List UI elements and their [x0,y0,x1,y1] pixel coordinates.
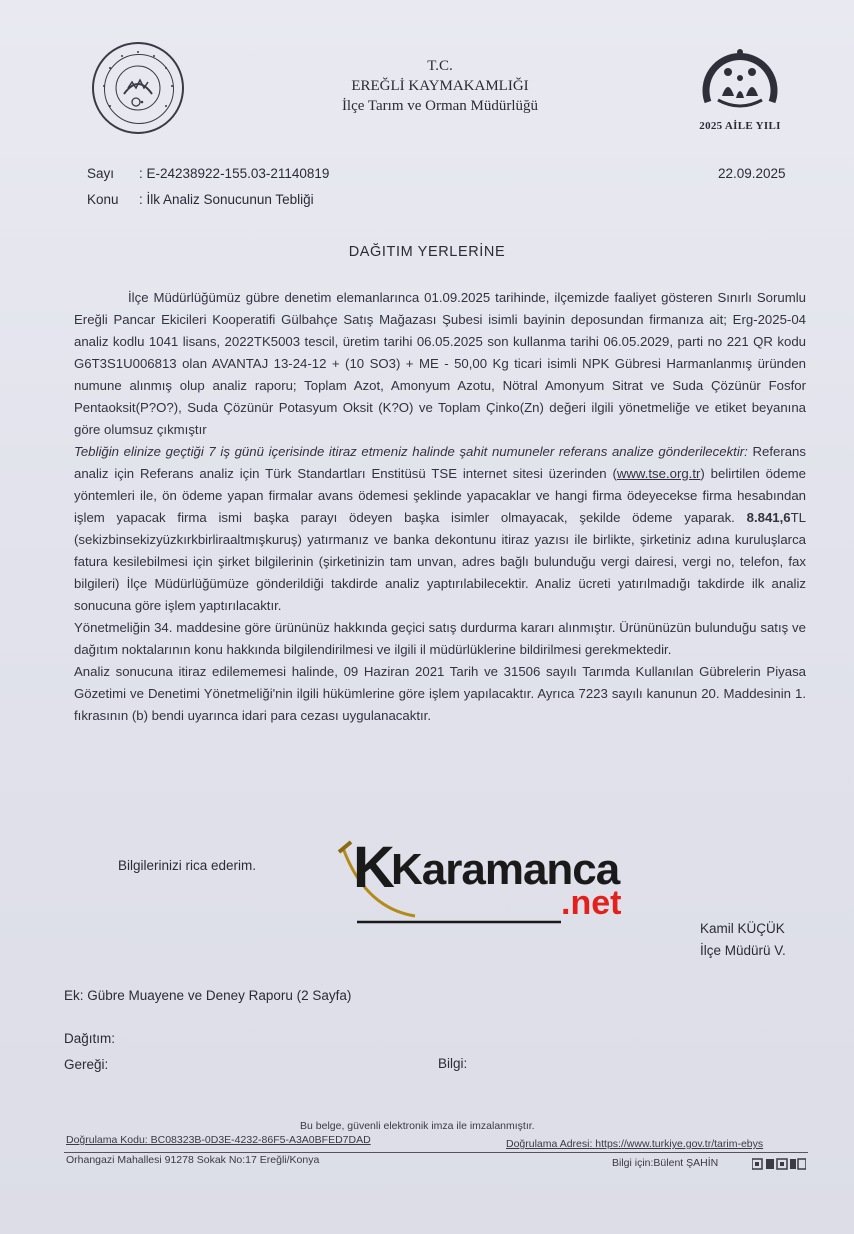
watermark-k: K [353,835,395,900]
family-emblem-icon [690,38,790,122]
geregi-label: Gereği: [64,1057,109,1072]
signatory-name: Kamil KÜÇÜK [700,921,785,936]
karamanca-watermark [335,835,635,928]
watermark-text: Karamanca [391,845,620,894]
verification-code: Doğrulama Kodu: BC08323B-0D3E-4232-86F5-A3A0BFED7DAD [66,1134,371,1146]
signatory-title: İlçe Müdürü V. [700,943,786,958]
body-paragraph-3: Yönetmeliğin 34. maddesine göre ürününüz hakkında geçici satış durdurma kararı alınmıştır. Ürününüzün bulunduğu satış ve dağıtım noktalarının konu hakkında bilgilendirilmesi ve ilgili il müdürlüklerine bildirilmesi gerekmektedir. [74,620,806,657]
sayi-value: : E-24238922-155.03-21140819 [139,166,330,181]
institution-address: Orhangazi Mahallesi 91278 Sokak No:17 Ereğli/Konya [66,1154,320,1166]
body-paragraph-2b: ) belirtilen ödeme yöntemleri ile, ön ödeme yapan firmalar avans ödemesi şeklinde yapacaklar ve hangi firma ödeyecekse firma hesabından işlem yapacak firma ismi başka parayı ödeyen başka isimler olmayacak, şekilde ödeme yaparak. [74,466,806,525]
sayi-label: Sayı [87,166,115,181]
body-paragraph-2 [74,441,806,617]
body-paragraph-2c: TL (sekizbinsekizyüzkırkbirliraaltmışkuruş) yatırmanız ve banka dekontunu itiraz yazısı ile birlikte, şirketiniz adına kuruluşlarca fatura kesilebilmesi için şirket bilgilerinin (şirketinizin tam unvan, adres bağlı bulunduğu vergi dairesi, vergi no, telefon, fax bilgileri) İlçe Müdürlüğümüze gönderildiği takdirde analiz yaptırılabilecektir. Analiz ücreti yatırılmadığı takdirde ilk analiz sonucuna göre işlem yaptırılacaktır. [74,510,806,613]
konu-value: : İlk Analiz Sonucunun Tebliği [139,192,314,207]
family-year-logo [690,38,790,138]
objection-notice: Tebliğin elinize geçtiği 7 iş günü içerisinde itiraz etmeniz halinde şahit numuneler referans analize gönderilecektir: [74,444,748,459]
sayi-row [87,166,329,181]
document-date: 22.09.2025 [718,166,786,181]
header-institution: EREĞLİ KAYMAKAMLIĞI [351,78,529,94]
family-year-caption: 2025 AİLE YILI [699,120,781,132]
ministry-seal-logo [92,42,184,134]
body-paragraph-1: İlçe Müdürlüğümüz gübre denetim elemanlarınca 01.09.2025 tarihinde, ilçemizde faaliyet gösteren Sınırlı Sorumlu Ereğli Pancar Ekicileri Kooperatifi Gülbahçe Satış Mağazası Şubesi isimli bayinin deposundan firmanıza ait; Erg-2025-04 analiz kodlu 1041 lisans, 2022TK5003 tescil, üretim tarihi 06.05.2025 son kullanma tarihi 06.05.2029, parti no 221 QR kodu G6T3S1U006813 olan AVANTAJ 13-24-12 + (10 SO3) + ME - 50,00 Kg ticari isimli NPK Gübresi Harmanlanmış üründen numune alınmış olup analiz raporu; Toplam Azot, Amonyum Azotu, Nötral Amonyum Sitrat ve Suda Çözünür Fosfor Pentaoksit(P?O?), Suda Çözünür Potasyum Oksit (K?O) ve Toplam Çinko(Zn) değeri ilgili yönetmeliğe ve etiket beyanına göre olumsuz çıkmıştır [74,290,806,437]
header-tc: T.C. [427,58,453,74]
header-department: İlçe Tarım ve Orman Müdürlüğü [341,98,539,114]
fee-amount: 8.841,6 [746,510,791,525]
letter-body [74,287,806,727]
qr-code-icon [752,1157,806,1169]
konu-row [87,192,314,207]
body-paragraph-2a: Referans analiz için Referans analiz için Türk Standartları Enstitüsü TSE internet sitesi üzerinden ( [74,444,806,481]
closing-line: Bilgilerinizi rica ederim. [118,858,257,873]
page-title: DAĞITIM YERLERİNE [348,244,506,260]
body-paragraph-4: Analiz sonucuna itiraz edilememesi halinde, 09 Haziran 2021 Tarih ve 31506 sayılı Tarımda Kullanılan Gübrelerin Piyasa Gözetimi ve Denetimi Yönetmeliği'nin ilgili hükümlerine göre işlem yapılacaktır. Ayrıca 7223 sayılı kanunun 20. Maddesinin 1. fıkrasının (b) bendi uyarınca idari para cezası uygulanacaktır. [74,664,806,723]
dagitim-label: Dağıtım: [64,1031,116,1046]
konu-label: Konu [87,192,119,207]
watermark-suffix: .net [561,884,622,922]
distribution-block [64,1026,115,1078]
bilgi-label: Bilgi: [438,1056,468,1071]
footer-divider [64,1152,808,1153]
signature-block [700,918,786,962]
contact-person: Bilgi için:Bülent ŞAHİN [612,1157,719,1169]
verification-address[interactable]: Doğrulama Adresi: https://www.turkiye.gov.tr/tarim-ebys [506,1138,764,1150]
attachment-line: Ek: Gübre Muayene ve Deney Raporu (2 Sayfa) [64,988,352,1003]
esignature-note: Bu belge, güvenli elektronik imza ile imzalanmıştır. [300,1120,535,1132]
letterhead [250,56,630,116]
tse-link[interactable]: www.tse.org.tr [616,466,701,481]
